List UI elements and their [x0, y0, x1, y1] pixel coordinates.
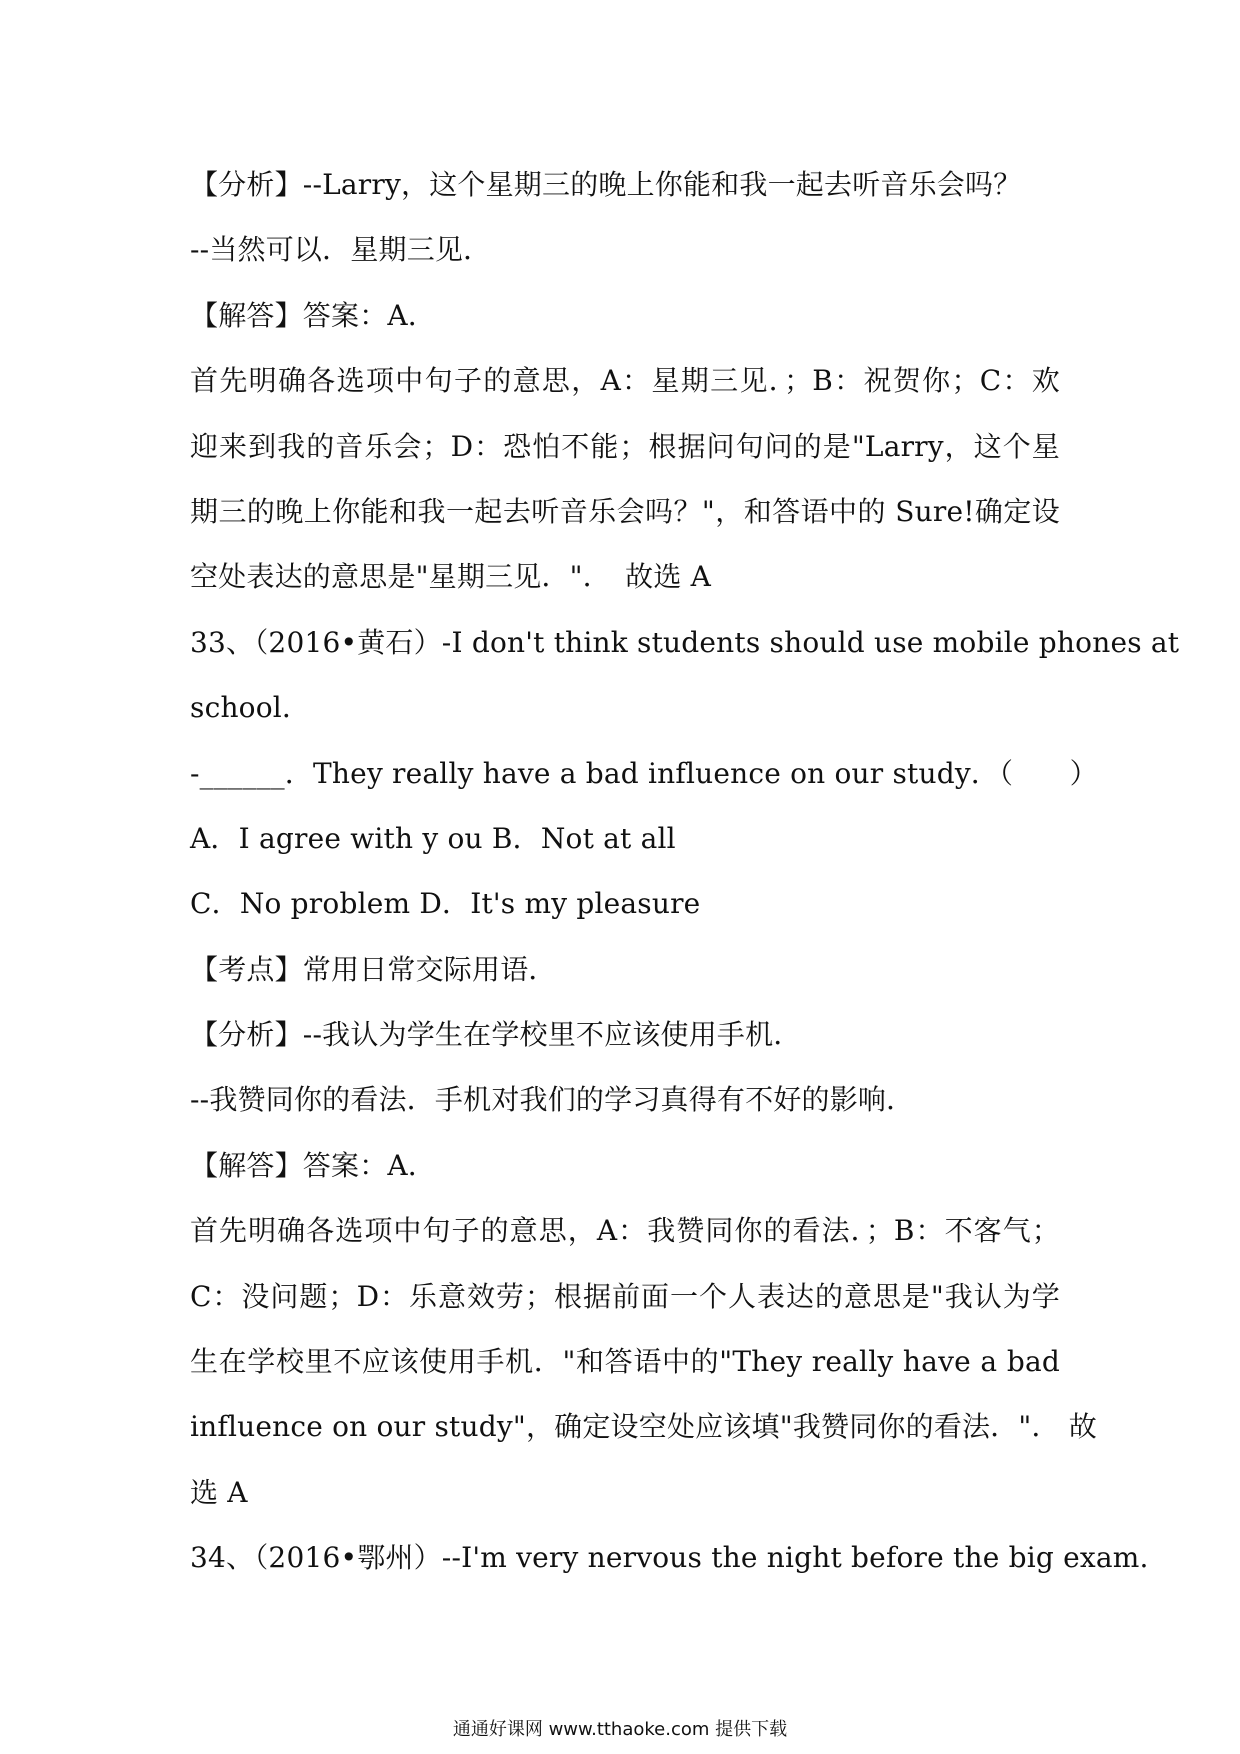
option-line: A．I agree with y ou B．Not at all — [190, 821, 676, 855]
question-line: school． — [190, 691, 311, 725]
document-body — [190, 152, 1180, 1591]
answer-line: 【解答】答案：A． — [190, 298, 437, 332]
question-line: 34、（2016•鄂州）--I'm very nervous the night before the big exam. — [190, 1541, 1149, 1575]
explanation-line: 期三的晚上你能和我一起去听音乐会吗？"，和答语中的 Sure!确定设 — [190, 494, 1060, 528]
key-point-line: 【考点】常用日常交际用语． — [190, 952, 557, 986]
page-footer: 通通好课网 www.tthaoke.com 提供下载 — [452, 1719, 788, 1740]
question-line: -______．They really have a bad influence on our study．（ ） — [190, 756, 1098, 790]
analysis-line: 【分析】--Larry，这个星期三的晚上你能和我一起去听音乐会吗？ — [190, 168, 1022, 201]
explanation-line: 迎来到我的音乐会；D：恐怕不能；根据问句问的是"Larry，这个星 — [190, 429, 1060, 463]
explanation-line: 空处表达的意思是"星期三见．"． 故选 A — [190, 560, 712, 594]
explanation-line: 生在学校里不应该使用手机．"和答语中的"They really have a bad — [190, 1345, 1060, 1379]
explanation-line: 首先明确各选项中句子的意思，A：我赞同你的看法．；B：不客气； — [190, 1214, 1060, 1248]
question-line: 33、（2016•黄石）-I don't think students should use mobile phones at — [190, 625, 1180, 659]
explanation-line: 选 A — [190, 1475, 248, 1509]
analysis-line: 【分析】--我认为学生在学校里不应该使用手机． — [190, 1018, 802, 1052]
analysis-line: --当然可以．星期三见． — [190, 233, 492, 267]
analysis-line: --我赞同你的看法．手机对我们的学习真得有不好的影响． — [190, 1083, 915, 1117]
option-line: C．No problem D．It's my pleasure — [190, 887, 701, 921]
explanation-line: 首先明确各选项中句子的意思，A：星期三见．；B：祝贺你；C：欢 — [190, 364, 1060, 398]
answer-line: 【解答】答案：A． — [190, 1148, 437, 1182]
explanation-line: C：没问题；D：乐意效劳；根据前面一个人表达的意思是"我认为学 — [190, 1279, 1060, 1313]
explanation-line: influence on our study"，确定设空处应该填"我赞同你的看法．"． 故 — [190, 1410, 1097, 1444]
